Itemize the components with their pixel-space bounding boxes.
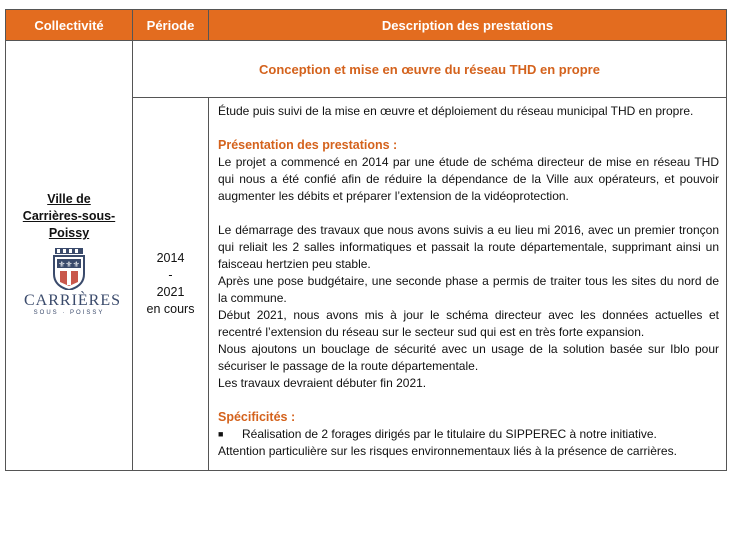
periode-end: 2021 [156, 285, 185, 299]
description-paragraph: Nous ajoutons un bouclage de sécurité avec un usage de la solution basée sur Iblo pour sécuriser le passage de la route départementale. [218, 342, 719, 373]
list-item [218, 426, 719, 443]
description-paragraph: Les travaux devraient débuter fin 2021. [218, 376, 427, 390]
presentation-title: Présentation des prestations : [218, 138, 398, 152]
collectivite-name-line3: Poissy [48, 226, 90, 240]
specificites-title: Spécificités : [218, 410, 296, 424]
city-logo-subtext: SOUS · POISSY [33, 310, 105, 316]
svg-text:⚜⚜⚜: ⚜⚜⚜ [58, 260, 80, 269]
collectivite-cell [6, 41, 133, 471]
description-paragraph: Le démarrage des travaux que nous avons suivis a eu lieu mi 2016, avec un premier tronçon qui reliait les 2 salles informatiques et passait la route départementale, supprimant ainsi un faisceau hertzien peu stable. [218, 223, 719, 271]
periode-status: en cours [146, 302, 195, 316]
periode-dash: - [168, 268, 173, 282]
project-title: Conception et mise en œuvre du réseau THD en propre [133, 41, 727, 98]
description-paragraph: Après une pose budgétaire, une seconde phase a permis de traiter tous les sites du nord de la commune. [218, 274, 719, 305]
bullet-icon: ■ [218, 429, 224, 439]
prestations-table [5, 9, 727, 471]
description-cell [209, 98, 727, 471]
collectivite-name [6, 191, 132, 242]
city-logo-text: CARRIÈRES [24, 292, 122, 309]
description-note: Attention particulière sur les risques environnementaux liés à la présence de carrières. [218, 444, 677, 458]
city-crest-icon [51, 248, 87, 290]
table-header-row [6, 10, 727, 41]
description-paragraph: Début 2021, nous avons mis à jour le schéma directeur avec les données actuelles et recentré l’extension du réseau sur le secteur sud qui est en très forte expansion. [218, 308, 719, 339]
header-periode: Période [133, 10, 209, 41]
description-paragraph: Le projet a commencé en 2014 par une étude de schéma directeur de mise en réseau THD qui nous a été confié afin de réduire la dépendance de la Ville aux opérateurs, et pouvoir augmenter les débits et préparer l’extension de la vidéoprotection. [218, 155, 719, 203]
collectivite-name-line2: Carrières-sous- [22, 209, 116, 223]
header-description: Description des prestations [209, 10, 727, 41]
header-collectivite: Collectivité [6, 10, 133, 41]
bullet-text: Réalisation de 2 forages dirigés par le titulaire du SIPPEREC à notre initiative. [242, 427, 657, 441]
city-logo [24, 248, 122, 316]
description-intro: Étude puis suivi de la mise en œuvre et déploiement du réseau municipal THD en propre. [218, 104, 694, 118]
collectivite-name-line1: Ville de [47, 192, 91, 206]
periode-start: 2014 [156, 251, 185, 265]
periode-cell [133, 98, 209, 471]
